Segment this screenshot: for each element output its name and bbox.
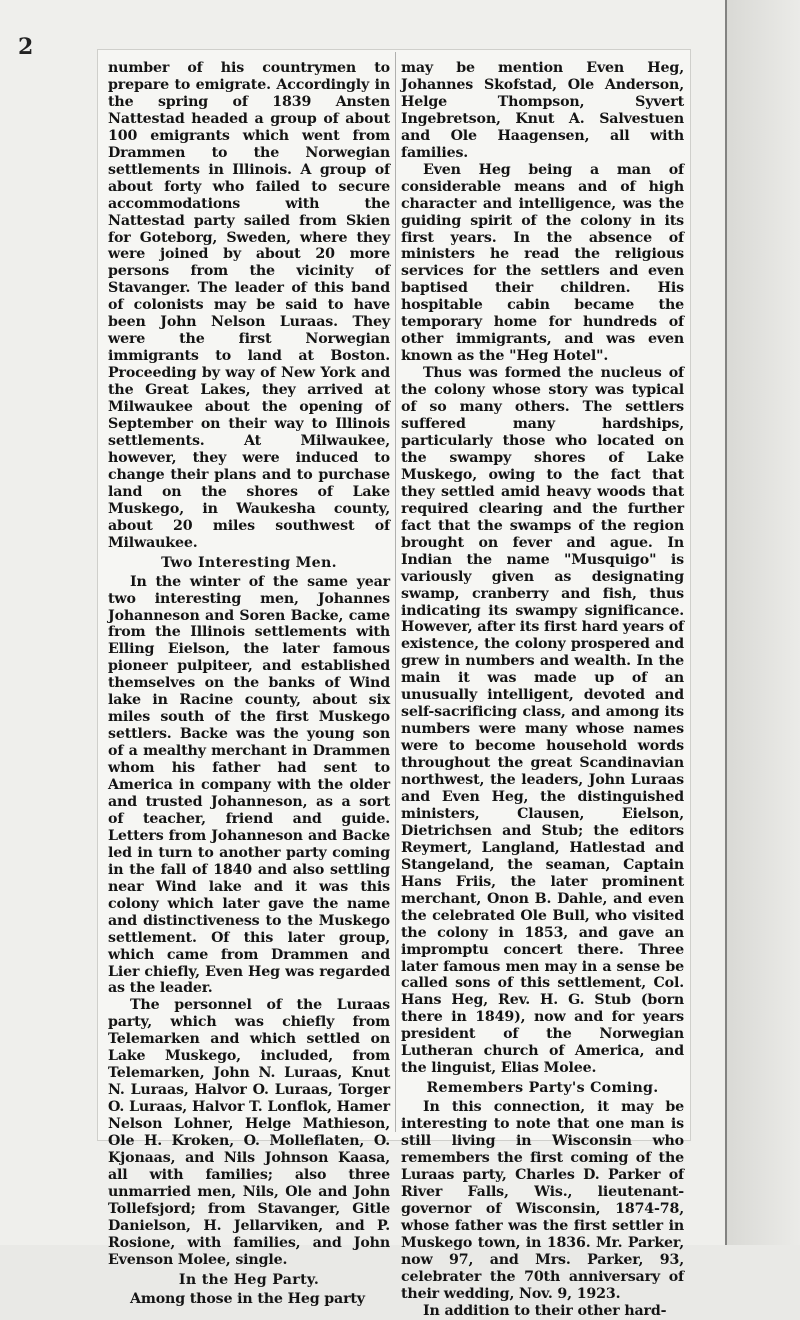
left-paragraph-4: Among those in the Heg party <box>130 1290 365 1307</box>
right-column <box>401 60 684 1320</box>
right-paragraph-5: In addition to their other hard- <box>423 1302 667 1319</box>
right-paragraph-1: may be mention Even Heg, Johannes Skofstad, Ole Anderson, Helge Thompson, Syvert Ingebretson, Knut A. Salvestuen and Ole Haagensen, all with families. <box>401 60 684 161</box>
subhead-in-the-heg-party: In the Heg Party. <box>178 1271 320 1288</box>
left-column <box>108 60 390 1308</box>
right-paragraph-3: Thus was formed the nucleus of the colony whose story was typical of so many others. The settlers suffered many hardships, particularly those who located on the swampy shores of Lake Muskego, owing to the fact that they settled amid heavy woods that required clearing and the further fact that the swamps of the region brought on fever and ague. In Indian the name "Musquigo" is variously given as designating swamp, cranberry and fish, thus indicating its swampy significance. However, after its first hard years of existence, the colony prospered and grew in numbers and wealth. In the main it was made up of an unusually intelligent, devoted and self-sacrificing class, and among its numbers were many whose names were to become household words throughout the great Scandinavian northwest, the leaders, John Luraas and Even Heg, the distinguished ministers, Clausen, Eielson, Dietrichsen and Stub; the editors Reymert, Langland, Hatlestad and Stangeland, the seaman, Captain Hans Friis, the later prominent merchant, Onon B. Dahle, and even the celebrated Ole Bull, who visited the colony in 1853, and gave an impromptu concert there. Three later famous men may in a sense be called sons of this settlement, Col. Hans Heg, Rev. H. G. Stub (born there in 1849), now and for years president of the Norwegian Lutheran church of America, and the linguist, Elias Molee. <box>401 365 684 1077</box>
right-paragraph-4: In this connection, it may be interesting to note that one man is still living in Wisconsin who remembers the first coming of the Luraas party, Charles D. Parker of River Falls, Wis., lieutenant-governor of Wisconsin, 1874-78, whose father was the first settler in Muskego town, in 1836. Mr. Parker, now 97, and Mrs. Parker, 93, celebrater the 70th anniversary of their wedding, Nov. 9, 1923. <box>401 1099 684 1302</box>
left-paragraph-2: In the winter of the same year two interesting men, Johannes Johanneson and Soren Backe, came from the Illinois settlements with Elling Eielson, the later famous pioneer pulpiteer, and established themselves on the banks of Wind lake in Racine county, about six miles south of the first Muskego settlers. Backe was the young son of a mealthy merchant in Drammen whom his father had sent to America in company with the older and trusted Johanneson, as a sort of teacher, friend and guide. Letters from Johanneson and Backe led in turn to another party coming in the fall of 1840 and also settling near Wind lake and it was this colony which later gave the name and distinctiveness to the Muskego settlement. Of this later group, which came from Drammen and Lier chiefly, Even Heg was regarded as the leader. <box>108 573 390 997</box>
right-paragraph-2: Even Heg being a man of considerable means and of high character and intelligence, was the guiding spirit of the colony in its first years. In the absence of ministers he read the religious services for the settlers and even baptised their children. His hospitable cabin became the temporary home for hundreds of other immigrants, and was even known as the "Heg Hotel". <box>401 161 684 365</box>
left-paragraph-3: The personnel of the Luraas party, which was chiefly from Telemarken and which settled on Lake Muskego, included, from Telemarken, John N. Luraas, Knut N. Luraas, Halvor O. Luraas, Torger O. Luraas, Halvor T. Lonflok, Hamer Nelson Lohner, Helge Mathieson, Ole H. Kroken, O. Molleflaten, O. Kjonaas, and Nils Johnson Kaasa, all with families; also three unmarried men, Nils, Ole and John Tollefsjord; from Stavanger, Gitle Danielson, H. Jellarviken, and P. Rosione, with families, and John Evenson Molee, single. <box>108 997 390 1268</box>
subhead-remembers-partys-coming: Remembers Party's Coming. <box>426 1080 659 1097</box>
column-divider <box>395 52 396 1132</box>
left-paragraph-1: number of his countrymen to prepare to emigrate. Accordingly in the spring of 1839 Ansten Nattestad headed a group of about 100 emigrants which went from Drammen to the Norwegian settlements in Illinois. A group of about forty who failed to secure accommodations with the Nattestad party sailed from Skien for Goteborg, Sweden, where they were joined by about 20 more persons from the vicinity of Stavanger. The leader of this band of colonists may be said to have been John Nelson Luraas. They were the first Norwegian immigrants to land at Boston. Proceeding by way of New York and the Great Lakes, they arrived at Milwaukee about the opening of September on their way to Illinois settlements. At Milwaukee, however, they were induced to change their plans and to purchase land on the shores of Lake Muskego, in Waukesha county, about 20 miles southwest of Milwaukee. <box>108 60 390 551</box>
page-edge-line <box>725 0 727 1245</box>
subhead-two-interesting-men: Two Interesting Men. <box>161 554 337 571</box>
page-edge-shadow <box>727 0 800 1245</box>
page-number: 2 <box>18 34 34 60</box>
